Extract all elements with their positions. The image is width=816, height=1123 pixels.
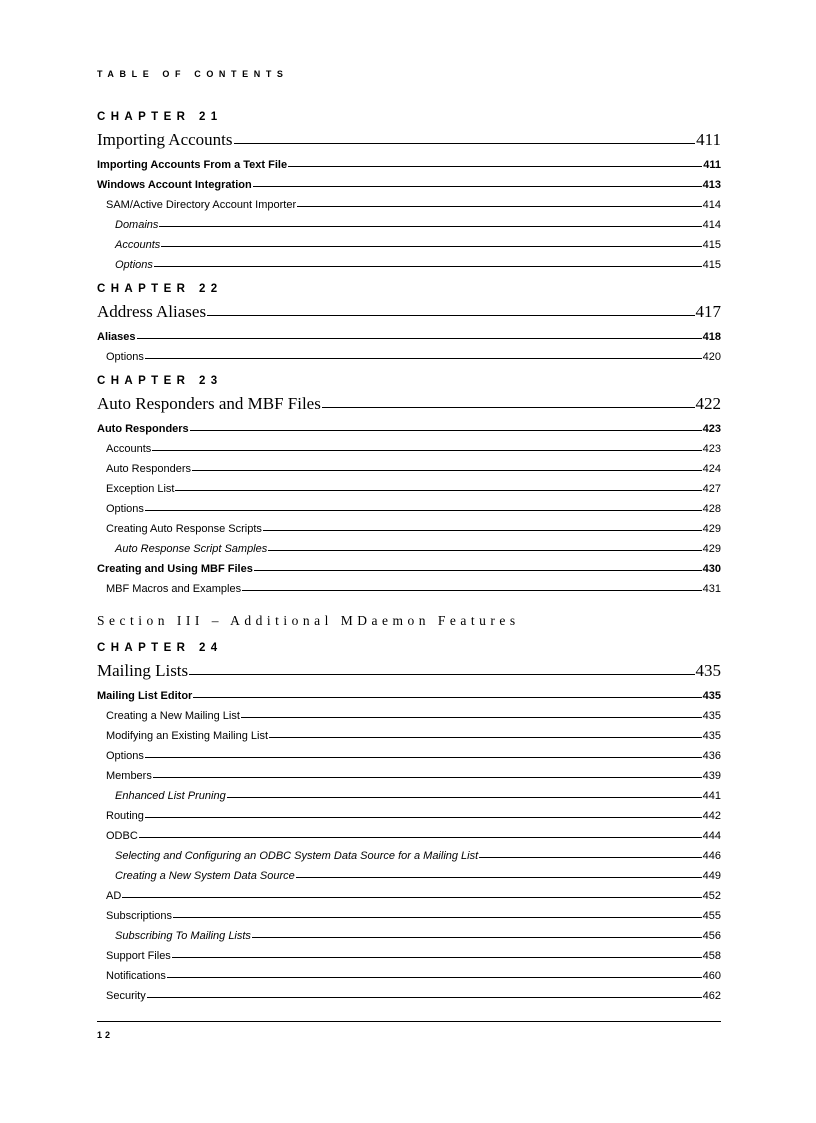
toc-entry-title: Accounts bbox=[106, 443, 152, 455]
toc-entry-title: Creating a New System Data Source bbox=[115, 870, 295, 882]
toc-entry-title: Auto Responders bbox=[97, 423, 189, 435]
toc-entry[interactable] bbox=[97, 886, 721, 906]
toc-page-number: 435 bbox=[695, 661, 721, 680]
section-heading: Section III – Additional MDaemon Features bbox=[97, 613, 520, 628]
leader-line bbox=[145, 817, 702, 818]
toc-entry-title: Subscriptions bbox=[106, 910, 173, 922]
toc-page-number: 449 bbox=[702, 870, 721, 882]
toc-entry-title: Creating and Using MBF Files bbox=[97, 563, 253, 575]
chapter-title-entry[interactable] bbox=[97, 393, 721, 419]
leader-line bbox=[154, 266, 702, 267]
toc-entry-title: Modifying an Existing Mailing List bbox=[106, 730, 269, 742]
toc-page-number: 415 bbox=[702, 259, 721, 271]
leader-line bbox=[190, 430, 702, 431]
toc-page-number: 430 bbox=[702, 563, 721, 575]
toc-entry-title: AD bbox=[106, 890, 122, 902]
leader-line bbox=[145, 510, 702, 511]
footer-rule bbox=[97, 1021, 721, 1022]
toc-entry-title: Support Files bbox=[106, 950, 171, 962]
leader-line bbox=[175, 490, 701, 491]
toc-entry-title: Auto Responders and MBF Files bbox=[97, 394, 321, 413]
leader-line bbox=[153, 777, 702, 778]
toc-page-number: 435 bbox=[702, 710, 721, 722]
toc-entry[interactable] bbox=[97, 235, 721, 255]
chapter-label: CHAPTER 22 bbox=[97, 283, 223, 295]
toc-entry[interactable] bbox=[97, 519, 721, 539]
leader-line bbox=[268, 550, 701, 551]
chapter-title-entry[interactable] bbox=[97, 660, 721, 686]
toc-page-number: 420 bbox=[702, 351, 721, 363]
toc-entry[interactable] bbox=[97, 559, 721, 579]
toc-entry[interactable] bbox=[97, 499, 721, 519]
toc-entry-title: Options bbox=[115, 259, 153, 271]
toc-entry[interactable] bbox=[97, 255, 721, 275]
toc-page-number: 446 bbox=[702, 850, 721, 862]
toc-entry-title: Windows Account Integration bbox=[97, 179, 252, 191]
running-header: TABLE OF CONTENTS bbox=[97, 69, 289, 79]
toc-page-number: 417 bbox=[695, 302, 721, 321]
toc-page-number: 455 bbox=[702, 910, 721, 922]
toc-page-number: 411 bbox=[703, 159, 721, 171]
toc-entry-title: Auto Responders bbox=[106, 463, 191, 475]
toc-page-number: 414 bbox=[702, 219, 721, 231]
toc-entry-title: Address Aliases bbox=[97, 302, 207, 321]
toc-page-number: 424 bbox=[702, 463, 721, 475]
chapter-label: CHAPTER 23 bbox=[97, 375, 223, 387]
toc-entry[interactable] bbox=[97, 459, 721, 479]
toc-entry-title: Creating a New Mailing List bbox=[106, 710, 240, 722]
toc-page-number: 422 bbox=[695, 394, 721, 413]
toc-page-number: 427 bbox=[702, 483, 721, 495]
toc-page-number: 442 bbox=[702, 810, 721, 822]
toc-page-number: 462 bbox=[702, 990, 721, 1002]
toc-page-number: 423 bbox=[702, 423, 721, 435]
toc-page-number: 436 bbox=[702, 750, 721, 762]
toc-entry[interactable] bbox=[97, 579, 721, 599]
toc-entry[interactable] bbox=[97, 686, 721, 706]
toc-entry-title: Exception List bbox=[106, 483, 175, 495]
chapter-label: CHAPTER 24 bbox=[97, 642, 223, 654]
toc-entry[interactable] bbox=[97, 175, 721, 195]
toc-entry-title: Auto Response Script Samples bbox=[115, 543, 268, 555]
toc-entry[interactable] bbox=[97, 866, 721, 886]
toc-entry[interactable] bbox=[97, 215, 721, 235]
leader-line bbox=[207, 315, 694, 316]
toc-page-number: 411 bbox=[696, 130, 721, 149]
toc-page-number: 458 bbox=[702, 950, 721, 962]
leader-line bbox=[137, 338, 702, 339]
leader-line bbox=[139, 837, 702, 838]
leader-line bbox=[479, 857, 701, 858]
leader-line bbox=[145, 358, 702, 359]
leader-line bbox=[167, 977, 702, 978]
toc-entry-title: Routing bbox=[106, 810, 144, 822]
toc-entry-title: Subscribing To Mailing Lists bbox=[115, 930, 251, 942]
toc-entry-title: Notifications bbox=[106, 970, 166, 982]
toc-entry-title: Mailing List Editor bbox=[97, 690, 193, 702]
leader-line bbox=[122, 897, 701, 898]
toc-entry[interactable] bbox=[97, 155, 721, 175]
toc-entry[interactable] bbox=[97, 966, 721, 986]
leader-line bbox=[152, 450, 701, 451]
toc-entry[interactable] bbox=[97, 479, 721, 499]
toc-entry[interactable] bbox=[97, 806, 721, 826]
leader-line bbox=[288, 166, 702, 167]
leader-line bbox=[241, 717, 702, 718]
toc-entry-title: Options bbox=[106, 351, 144, 363]
table-of-contents bbox=[97, 109, 721, 1006]
toc-entry[interactable] bbox=[97, 946, 721, 966]
toc-page-number: 444 bbox=[702, 830, 721, 842]
leader-line bbox=[172, 957, 702, 958]
leader-line bbox=[189, 674, 694, 675]
leader-line bbox=[161, 246, 701, 247]
leader-line bbox=[159, 226, 701, 227]
toc-entry-title: Accounts bbox=[115, 239, 161, 251]
toc-entry-title: SAM/Active Directory Account Importer bbox=[106, 199, 297, 211]
toc-page-number: 429 bbox=[702, 543, 721, 555]
toc-entry[interactable] bbox=[97, 195, 721, 215]
toc-entry-title: Mailing Lists bbox=[97, 661, 189, 680]
toc-entry[interactable] bbox=[97, 726, 721, 746]
toc-page-number: 441 bbox=[702, 790, 721, 802]
toc-entry[interactable] bbox=[97, 926, 721, 946]
toc-entry-title: Domains bbox=[115, 219, 159, 231]
toc-entry-title: Members bbox=[106, 770, 152, 782]
toc-entry[interactable] bbox=[97, 986, 721, 1006]
leader-line bbox=[173, 917, 702, 918]
leader-line bbox=[147, 997, 702, 998]
toc-page-number: 452 bbox=[702, 890, 721, 902]
toc-entry-title: Options bbox=[106, 503, 144, 515]
chapter-title-entry[interactable] bbox=[97, 129, 721, 155]
chapter-label: CHAPTER 21 bbox=[97, 111, 223, 123]
toc-page-number: 418 bbox=[702, 331, 721, 343]
toc-entry-title: Importing Accounts From a Text File bbox=[97, 159, 288, 171]
leader-line bbox=[254, 570, 702, 571]
toc-entry-title: Creating Auto Response Scripts bbox=[106, 523, 262, 535]
leader-line bbox=[263, 530, 702, 531]
toc-page-number: 428 bbox=[702, 503, 721, 515]
toc-entry-title: Security bbox=[106, 990, 146, 1002]
leader-line bbox=[193, 697, 701, 698]
toc-entry-title: Selecting and Configuring an ODBC System Data Source for a Mailing List bbox=[115, 850, 479, 862]
toc-entry[interactable] bbox=[97, 327, 721, 347]
page-number: 12 bbox=[97, 1030, 114, 1040]
toc-entry-title: ODBC bbox=[106, 830, 138, 842]
toc-page-number: 460 bbox=[702, 970, 721, 982]
toc-entry[interactable] bbox=[97, 906, 721, 926]
toc-entry-title: MBF Macros and Examples bbox=[106, 583, 242, 595]
toc-entry[interactable] bbox=[97, 766, 721, 786]
toc-page-number: 413 bbox=[702, 179, 721, 191]
toc-page-number: 429 bbox=[702, 523, 721, 535]
toc-entry[interactable] bbox=[97, 786, 721, 806]
toc-entry-title: Enhanced List Pruning bbox=[115, 790, 226, 802]
toc-page-number: 423 bbox=[702, 443, 721, 455]
toc-entry[interactable] bbox=[97, 746, 721, 766]
toc-page-number: 414 bbox=[702, 199, 721, 211]
leader-line bbox=[322, 407, 695, 408]
toc-entry[interactable] bbox=[97, 539, 721, 559]
toc-entry[interactable] bbox=[97, 419, 721, 439]
leader-line bbox=[269, 737, 702, 738]
leader-line bbox=[252, 937, 702, 938]
toc-entry[interactable] bbox=[97, 347, 721, 367]
page bbox=[97, 0, 721, 1123]
toc-page-number: 415 bbox=[702, 239, 721, 251]
leader-line bbox=[145, 757, 702, 758]
leader-line bbox=[253, 186, 702, 187]
toc-page-number: 435 bbox=[702, 690, 721, 702]
leader-line bbox=[297, 206, 702, 207]
toc-entry[interactable] bbox=[97, 826, 721, 846]
leader-line bbox=[242, 590, 702, 591]
leader-line bbox=[296, 877, 702, 878]
toc-page-number: 456 bbox=[702, 930, 721, 942]
toc-entry-title: Options bbox=[106, 750, 144, 762]
leader-line bbox=[227, 797, 702, 798]
leader-line bbox=[234, 143, 696, 144]
toc-entry[interactable] bbox=[97, 706, 721, 726]
toc-entry-title: Aliases bbox=[97, 331, 136, 343]
toc-page-number: 439 bbox=[702, 770, 721, 782]
leader-line bbox=[192, 470, 702, 471]
chapter-title-entry[interactable] bbox=[97, 301, 721, 327]
toc-page-number: 431 bbox=[702, 583, 721, 595]
toc-entry-title: Importing Accounts bbox=[97, 130, 233, 149]
toc-entry[interactable] bbox=[97, 846, 721, 866]
toc-entry[interactable] bbox=[97, 439, 721, 459]
toc-page-number: 435 bbox=[702, 730, 721, 742]
